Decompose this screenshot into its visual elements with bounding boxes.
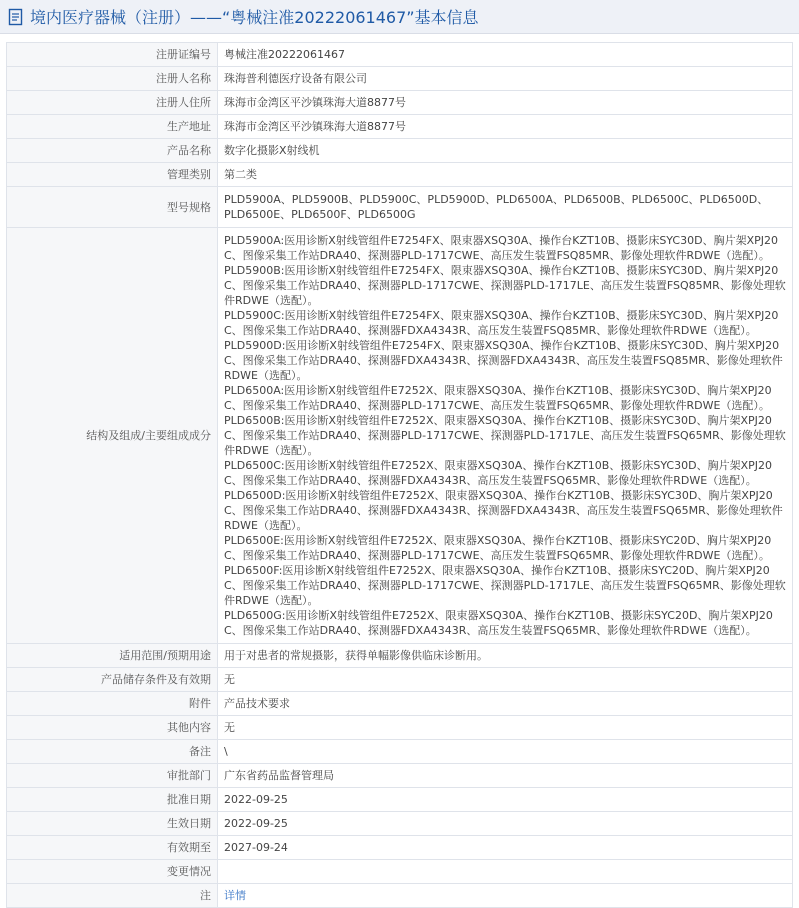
field-value: 数字化摄影X射线机 xyxy=(218,139,793,163)
info-table xyxy=(6,42,793,908)
table-row xyxy=(7,788,793,812)
field-label: 变更情况 xyxy=(7,860,218,884)
details-link[interactable]: 详情 xyxy=(224,889,246,902)
field-label: 注册人住所 xyxy=(7,91,218,115)
field-value: \ xyxy=(218,740,793,764)
field-value: 用于对患者的常规摄影，获得单幅影像供临床诊断用。 xyxy=(218,644,793,668)
table-row xyxy=(7,812,793,836)
composition-line: PLD5900A:医用诊断X射线管组件E7254FX、限束器XSQ30A、操作台KZT10B、摄影床SYC30D、胸片架XPJ20C、图像采集工作站DRA40、探测器PLD-1717CWE、高压发生装置FSQ85MR、影像处理软件RDWE（选配）。 xyxy=(224,234,778,262)
field-value xyxy=(218,884,793,908)
field-label: 有效期至 xyxy=(7,836,218,860)
field-label: 产品储存条件及有效期 xyxy=(7,668,218,692)
field-label: 产品名称 xyxy=(7,139,218,163)
composition-line: PLD6500A:医用诊断X射线管组件E7252X、限束器XSQ30A、操作台KZT10B、摄影床SYC30D、胸片架XPJ20C、图像采集工作站DRA40、探测器PLD-1717CWE、高压发生装置FSQ65MR、影像处理软件RDWE（选配）。 xyxy=(224,384,772,412)
field-label: 其他内容 xyxy=(7,716,218,740)
table-row xyxy=(7,115,793,139)
composition-line: PLD6500F:医用诊断X射线管组件E7252X、限束器XSQ30A、操作台KZT10B、摄影床SYC20D、胸片架XPJ20C、图像采集工作站DRA40、探测器PLD-1717CWE、探测器PLD-1717LE、高压发生装置FSQ65MR、影像处理软件RDWE（选配）。 xyxy=(224,564,786,607)
table-row xyxy=(7,740,793,764)
table-row xyxy=(7,836,793,860)
table-row xyxy=(7,644,793,668)
field-label: 结构及组成/主要组成成分 xyxy=(7,228,218,644)
table-row xyxy=(7,139,793,163)
composition-value xyxy=(218,228,793,644)
field-label: 注册证编号 xyxy=(7,43,218,67)
field-value: 无 xyxy=(218,668,793,692)
composition-line: PLD6500C:医用诊断X射线管组件E7252X、限束器XSQ30A、操作台KZT10B、摄影床SYC30D、胸片架XPJ20C、图像采集工作站DRA40、探测器FDXA4343R、高压发生装置FSQ65MR、影像处理软件RDWE（选配）。 xyxy=(224,459,772,487)
composition-line: PLD6500B:医用诊断X射线管组件E7252X、限束器XSQ30A、操作台KZT10B、摄影床SYC30D、胸片架XPJ20C、图像采集工作站DRA40、探测器PLD-1717CWE、探测器PLD-1717LE、高压发生装置FSQ65MR、影像处理软件RDWE（选配）。 xyxy=(224,414,786,457)
page-header xyxy=(0,0,799,34)
field-value xyxy=(218,860,793,884)
field-label: 注 xyxy=(7,884,218,908)
field-value: 2022-09-25 xyxy=(218,788,793,812)
composition-line: PLD6500E:医用诊断X射线管组件E7252X、限束器XSQ30A、操作台KZT10B、摄影床SYC20D、胸片架XPJ20C、图像采集工作站DRA40、探测器PLD-1717CWE、高压发生装置FSQ65MR、影像处理软件RDWE（选配）。 xyxy=(224,534,772,562)
field-value: 2027-09-24 xyxy=(218,836,793,860)
content xyxy=(0,34,799,908)
composition-line: PLD6500D:医用诊断X射线管组件E7252X、限束器XSQ30A、操作台KZT10B、摄影床SYC30D、胸片架XPJ20C、图像采集工作站DRA40、探测器FDXA4343R、探测器FDXA4343R、高压发生装置FSQ65MR、影像处理软件RDWE（选配）。 xyxy=(224,489,783,532)
field-label: 附件 xyxy=(7,692,218,716)
model-spec-value: PLD5900A、PLD5900B、PLD5900C、PLD5900D、PLD6500A、PLD6500B、PLD6500C、PLD6500D、PLD6500E、PLD6500F、PLD6500G xyxy=(218,187,793,228)
field-value: 2022-09-25 xyxy=(218,812,793,836)
field-label: 批准日期 xyxy=(7,788,218,812)
table-row xyxy=(7,67,793,91)
table-row xyxy=(7,692,793,716)
table-row xyxy=(7,91,793,115)
field-label: 适用范围/预期用途 xyxy=(7,644,218,668)
table-row xyxy=(7,668,793,692)
table-row xyxy=(7,187,793,228)
field-value: 珠海普利德医疗设备有限公司 xyxy=(218,67,793,91)
field-label: 审批部门 xyxy=(7,764,218,788)
document-icon xyxy=(8,8,24,26)
table-row xyxy=(7,43,793,67)
table-row xyxy=(7,860,793,884)
table-row xyxy=(7,884,793,908)
table-row xyxy=(7,764,793,788)
field-value: 无 xyxy=(218,716,793,740)
field-label: 备注 xyxy=(7,740,218,764)
composition-line: PLD6500G:医用诊断X射线管组件E7252X、限束器XSQ30A、操作台KZT10B、摄影床SYC20D、胸片架XPJ20C、图像采集工作站DRA40、探测器FDXA4343R、高压发生装置FSQ65MR、影像处理软件RDWE（选配）。 xyxy=(224,609,773,637)
field-value: 产品技术要求 xyxy=(218,692,793,716)
field-value: 广东省药品监督管理局 xyxy=(218,764,793,788)
field-label: 型号规格 xyxy=(7,187,218,228)
field-value: 珠海市金湾区平沙镇珠海大道8877号 xyxy=(218,115,793,139)
composition-line: PLD5900D:医用诊断X射线管组件E7254FX、限束器XSQ30A、操作台KZT10B、摄影床SYC30D、胸片架XPJ20C、图像采集工作站DRA40、探测器FDXA4343R、探测器FDXA4343R、高压发生装置FSQ85MR、影像处理软件RDWE（选配）。 xyxy=(224,339,783,382)
table-row xyxy=(7,716,793,740)
table-row xyxy=(7,163,793,187)
field-value: 珠海市金湾区平沙镇珠海大道8877号 xyxy=(218,91,793,115)
field-value: 第二类 xyxy=(218,163,793,187)
table-row xyxy=(7,228,793,644)
composition-line: PLD5900B:医用诊断X射线管组件E7254FX、限束器XSQ30A、操作台KZT10B、摄影床SYC30D、胸片架XPJ20C、图像采集工作站DRA40、探测器PLD-1717CWE、探测器PLD-1717LE、高压发生装置FSQ85MR、影像处理软件RDWE（选配）。 xyxy=(224,264,786,307)
field-value: 粤械注准20222061467 xyxy=(218,43,793,67)
field-label: 管理类别 xyxy=(7,163,218,187)
field-label: 生产地址 xyxy=(7,115,218,139)
page-title: 境内医疗器械（注册）——“粤械注准20222061467”基本信息 xyxy=(30,8,479,27)
field-label: 注册人名称 xyxy=(7,67,218,91)
field-label: 生效日期 xyxy=(7,812,218,836)
composition-line: PLD5900C:医用诊断X射线管组件E7254FX、限束器XSQ30A、操作台KZT10B、摄影床SYC30D、胸片架XPJ20C、图像采集工作站DRA40、探测器FDXA4343R、高压发生装置FSQ85MR、影像处理软件RDWE（选配）。 xyxy=(224,309,779,337)
